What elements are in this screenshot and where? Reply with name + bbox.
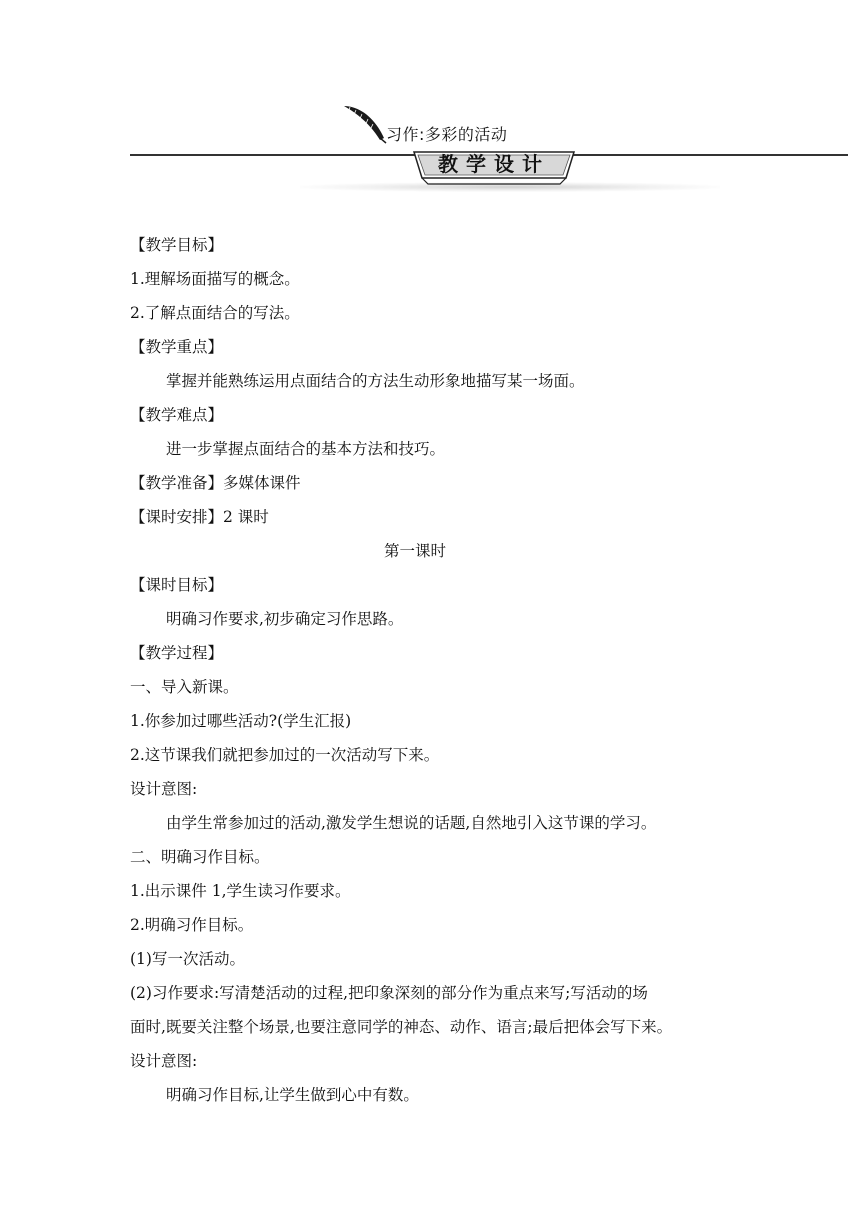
text-line: 设计意图: — [130, 1052, 198, 1070]
text-line: 【教学准备】多媒体课件 — [130, 474, 301, 492]
text-line: 1.出示课件 1,学生读习作要求。 — [130, 882, 351, 900]
banner-shadow — [300, 182, 720, 192]
text-line: 【课时目标】 — [130, 576, 224, 594]
lesson-content — [130, 228, 740, 1112]
text-line: 掌握并能熟练运用点面结合的方法生动形象地描写某一场面。 — [166, 372, 585, 390]
text-line: 2.这节课我们就把参加过的一次活动写下来。 — [130, 746, 440, 764]
text-line: 明确习作目标,让学生做到心中有数。 — [166, 1086, 419, 1104]
section-heading: 第一课时 — [383, 542, 446, 560]
text-line: 面时,既要关注整个场景,也要注意同学的神态、动作、语言;最后把体会写下来。 — [130, 1018, 673, 1036]
text-line: 2.明确习作目标。 — [130, 916, 254, 934]
text-line: 2.了解点面结合的写法。 — [130, 304, 300, 322]
page-header — [0, 0, 860, 200]
text-line: 【教学重点】 — [130, 338, 224, 356]
text-line: 【课时安排】2 课时 — [130, 508, 269, 526]
chapter-title: 习作:多彩的活动 — [386, 125, 508, 144]
text-line: (2)习作要求:写清楚活动的过程,把印象深刻的部分作为重点来写;写活动的场 — [130, 984, 648, 1002]
text-line: 明确习作要求,初步确定习作思路。 — [166, 610, 404, 628]
text-line: 【教学难点】 — [130, 406, 224, 424]
banner-label: 教学设计 — [438, 152, 550, 176]
text-line: 设计意图: — [130, 780, 198, 798]
text-line: 二、明确习作目标。 — [130, 848, 270, 866]
text-line: 由学生常参加过的活动,激发学生想说的话题,自然地引入这节课的学习。 — [166, 814, 657, 832]
text-line: 【教学目标】 — [130, 236, 224, 254]
text-line: (1)写一次活动。 — [130, 950, 245, 968]
text-line: 进一步掌握点面结合的基本方法和技巧。 — [166, 440, 446, 458]
text-line: 一、导入新课。 — [130, 678, 239, 696]
feather-quill-icon — [340, 102, 388, 144]
text-line: 【教学过程】 — [130, 644, 224, 662]
text-line: 1.理解场面描写的概念。 — [130, 270, 300, 288]
text-line: 1.你参加过哪些活动?(学生汇报) — [130, 712, 352, 730]
